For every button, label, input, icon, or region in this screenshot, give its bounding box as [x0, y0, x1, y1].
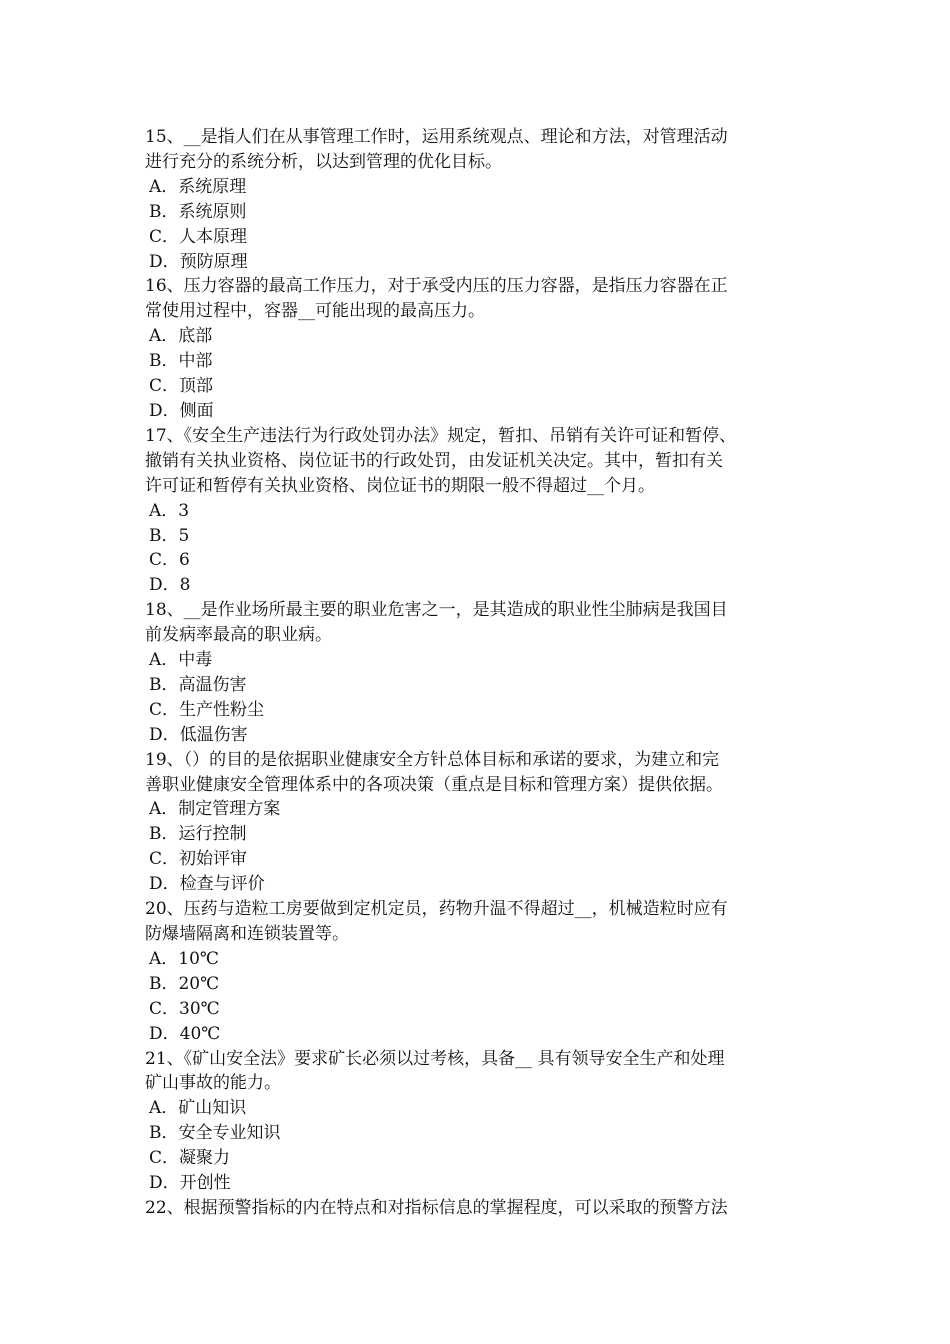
answer-option: A．10℃ [149, 948, 219, 969]
answer-option: C．顶部 [149, 376, 214, 397]
question-text-line: 20、压药与造粒工房要做到定机定员，药物升温不得超过__，机械造粒时应有 [145, 899, 728, 920]
answer-option: D．侧面 [149, 400, 214, 421]
question-block [145, 748, 810, 897]
question-block [145, 424, 810, 598]
question-text-line: 17、《安全生产违法行为行政处罚办法》规定，暂扣、吊销有关许可证和暂停、 [145, 425, 737, 446]
question-text-line: 善职业健康安全管理体系中的各项决策（重点是目标和管理方案）提供依据。 [145, 774, 723, 795]
question-block [145, 1047, 810, 1196]
question-block [145, 274, 810, 423]
question-block [145, 897, 810, 1046]
question-list [145, 125, 810, 1221]
answer-option: C．人本原理 [149, 226, 248, 247]
answer-option: D．开创性 [149, 1173, 231, 1194]
question-text-line: 19、（）的目的是依据职业健康安全方针总体目标和承诺的要求，为建立和完 [145, 749, 720, 770]
question-block [145, 598, 810, 747]
answer-option: B．20℃ [149, 973, 220, 994]
answer-option: C．生产性粉尘 [149, 699, 265, 720]
answer-option: C．30℃ [149, 998, 220, 1019]
question-text-line: 进行充分的系统分析，以达到管理的优化目标。 [145, 151, 502, 172]
answer-option: A．系统原理 [149, 176, 247, 197]
answer-option: B．中部 [149, 351, 213, 372]
answer-option: B．系统原则 [149, 201, 247, 222]
answer-option: A．底部 [149, 326, 213, 347]
answer-option: A．制定管理方案 [149, 799, 281, 820]
question-text-line: 常使用过程中，容器__可能出现的最高压力。 [145, 301, 485, 322]
question-text-line: 防爆墙隔离和连锁装置等。 [145, 924, 349, 944]
question-block [145, 125, 810, 274]
answer-option: B．运行控制 [149, 824, 247, 845]
answer-option: A．中毒 [149, 650, 213, 671]
answer-option: D．预防原理 [149, 251, 248, 272]
answer-option: D．低温伤害 [149, 724, 248, 745]
answer-option: D．8 [149, 575, 191, 596]
answer-option: C．6 [149, 550, 190, 571]
answer-option: A．矿山知识 [149, 1098, 247, 1119]
answer-option: D．40℃ [149, 1023, 221, 1044]
question-text-line: 许可证和暂停有关执业资格、岗位证书的期限一般不得超过__个月。 [145, 475, 655, 496]
question-text-line: 21、《矿山安全法》要求矿长必须以过考核，具备__ 具有领导安全生产和处理 [145, 1048, 725, 1069]
question-text-line: 22、根据预警指标的内在特点和对指标信息的掌握程度，可以采取的预警方法 [145, 1197, 728, 1218]
answer-option: D．检查与评价 [149, 874, 265, 895]
question-text-line: 18、__是作业场所最主要的职业危害之一，是其造成的职业性尘肺病是我国目 [145, 600, 728, 621]
answer-option: A．3 [149, 500, 190, 521]
question-text-line: 撤销有关执业资格、岗位证书的行政处罚，由发证机关决定。其中，暂扣有关 [145, 450, 723, 471]
answer-option: B．高温伤害 [149, 674, 247, 695]
question-block [145, 1196, 810, 1221]
answer-option: B．5 [149, 525, 190, 546]
question-text-line: 16、压力容器的最高工作压力，对于承受内压的压力容器，是指压力容器在正 [145, 276, 728, 297]
question-text-line: 15、__是指人们在从事管理工作时，运用系统观点、理论和方法，对管理活动 [145, 127, 728, 147]
answer-option: C．初始评审 [149, 849, 248, 870]
answer-option: C．凝聚力 [149, 1148, 231, 1169]
question-text-line: 矿山事故的能力。 [145, 1073, 281, 1094]
question-text-line: 前发病率最高的职业病。 [145, 625, 332, 646]
answer-option: B．安全专业知识 [149, 1123, 281, 1144]
